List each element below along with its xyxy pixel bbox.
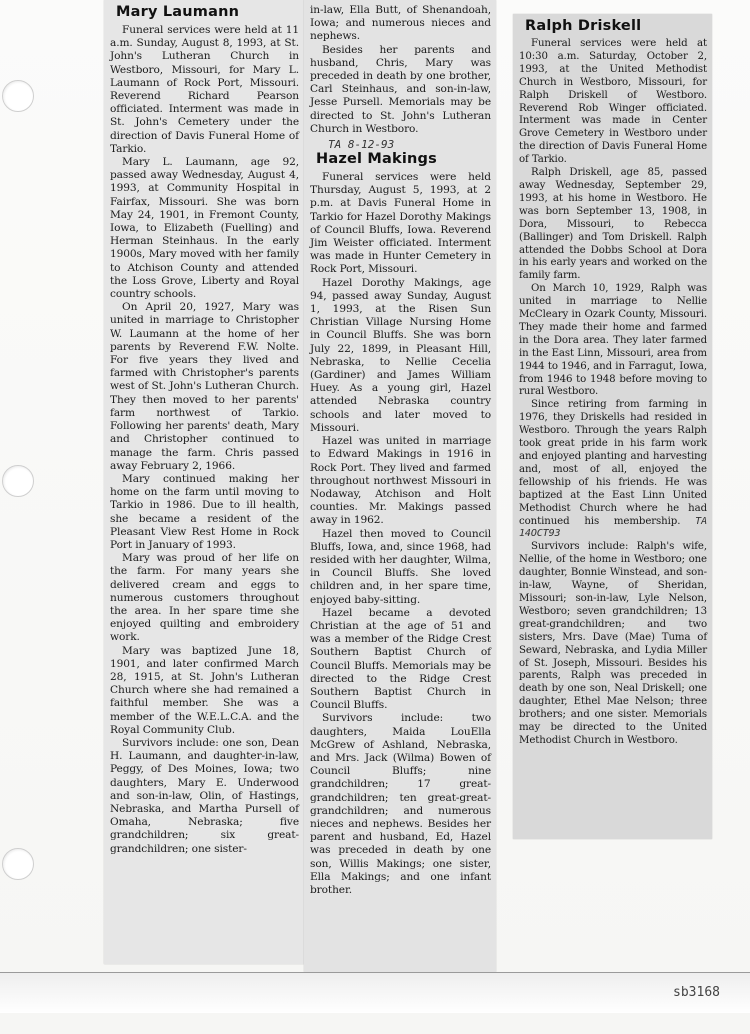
obituary-paragraph: Funeral services were held at 11 a.m. Sunday, August 8, 1993, at St. John's Lutheran Church in Westboro, Missouri, for Mary L. Laumann of Rock Port, Missouri. Reverend Richard Pearson officiated. Interment was made in St. John's Cemetery under the direction of Davis Funeral Home of Tarkio.	[110, 24, 299, 155]
obituary-paragraph: Hazel Dorothy Makings, age 94, passed away Sunday, August 1, 1993, at the Risen Sun Christian Village Nursing Home in Council Bluffs. She was born July 22, 1899, in Pleasant Hill, Nebraska, to Nellie Cecelia (Gardiner) and James William Huey. As a young girl, Hazel attended Nebraska country schools and later moved to Missouri.	[310, 276, 491, 434]
page-edge-shadow	[0, 973, 750, 1013]
handwritten-date-note: TA 14OCT93	[519, 515, 708, 540]
obituary-paragraph: On March 10, 1929, Ralph was united in marriage to Nellie McCleary in Ozark County, Missouri. They made their home and farmed in the Dora area. They later farmed in the East Linn, Missouri, area from 1944 to 1946, and in Farragut, Iowa, from 1946 to 1948 before moving to rural Westboro.	[519, 283, 707, 398]
obituary-paragraph: Funeral services were held Thursday, August 5, 1993, at 2 p.m. at Davis Funeral Home in Tarkio for Hazel Dorothy Makings of Council Bluffs, Iowa. Reverend Jim Weister officiated. Interment was made in Hunter Cemetery in Rock Port, Missouri.	[310, 171, 491, 276]
obituary-paragraph: On April 20, 1927, Mary was united in marriage to Christopher W. Laumann at the home of her parents by Reverend F.W. Nolte. For five years they lived and farmed with Christopher's parents west of St. John's Lutheran Church. They then moved to her parents' farm northwest of Tarkio. Following her parents' death, Mary and Christopher continued to manage the farm. Chris passed away February 2, 1966.	[110, 301, 299, 472]
obituary-title: Hazel Makings	[316, 151, 437, 168]
obituary-paragraph: Hazel was united in marriage to Edward Makings in 1916 in Rock Port. They lived and farmed throughout northwest Missouri in Nodaway, Atchison and Holt counties. Mr. Makings passed away in 1962.	[310, 435, 491, 527]
handwritten-reference-number: sb3168	[673, 985, 720, 1000]
obituary-paragraph: Mary was baptized June 18, 1901, and later confirmed March 28, 1915, at St. John's Lutheran Church where she had remained a faithful member. She was a member of the W.E.L.C.A. and the Royal Community Club.	[110, 644, 299, 736]
obituary-paragraph: Ralph Driskell, age 85, passed away Wednesday, September 29, 1993, at his home in Westboro. He was born September 13, 1908, in Dora, Missouri, to Rebecca (Ballinger) and Tom Driskell. Ralph attended the Dobbs School at Dora in his early years and worked on the family farm.	[519, 167, 707, 282]
obituary-clipping-mary-laumann	[104, 0, 304, 964]
punch-hole-middle	[2, 465, 34, 497]
obituary-paragraph-continued: in-law, Ella Butt, of Shenandoah, Iowa; and numerous nieces and nephews.	[310, 4, 491, 43]
obituary-paragraph: Survivors include: Ralph's wife, Nellie, of the home in Westboro; one daughter, Bonnie Winstead, and son-in-law, Wayne, of Sheridan, Missouri; son-in-law, Lyle Nelson, Westboro; seven grandchildren; 13 great-grandchildren; and two sisters, Mrs. Dave (Mae) Tuma of Seward, Nebraska, and Lydia Miller of St. Joseph, Missouri. Besides his parents, Ralph was preceded in death by one son, Neal Driskell; one daughter, Ethel Mae Nelson; three brothers; and one sister. Memorials may be directed to the United Methodist Church in Westboro.	[519, 541, 707, 746]
punch-hole-top	[2, 80, 34, 112]
obituary-paragraph: Mary was proud of her life on the farm. For many years she delivered cream and eggs to numerous customers throughout the area. In her spare time she enjoyed quilting and embroidery work.	[110, 552, 299, 644]
handwritten-date-note: TA 8-12-93	[328, 138, 395, 152]
obituary-paragraph: Hazel became a devoted Christian at the age of 51 and was a member of the Ridge Crest Southern Baptist Church of Council Bluffs. Memorials may be directed to the Ridge Crest Southern Baptist Church in Council Bluffs.	[310, 606, 491, 712]
obituary-paragraph: Besides her parents and husband, Chris, Mary was preceded in death by one brother, Carl Steinhaus, and son-in-law, Jesse Pursell. Memorials may be directed to St. John's Lutheran Church in Westboro.	[310, 43, 491, 135]
obituary-paragraph: Survivors include: one son, Dean H. Laumann, and daughter-in-law, Peggy, of Des Moines, Iowa; two daughters, Mary E. Underwood and son-in-law, Olin, of Hastings, Nebraska, and Martha Pursell of Omaha, Nebraska; five grandchildren; six great-grandchildren; one sister-	[110, 736, 299, 855]
obituary-paragraph	[519, 399, 707, 541]
obituary-paragraph: Funeral services were held at 10:30 a.m. Saturday, October 2, 1993, at the United Methodist Church in Westboro, Missouri, for Ralph Driskell of Westboro. Reverend Rob Winger officiated. Interment was made in Center Grove Cemetery in Westboro under the direction of Davis Funeral Home of Tarkio.	[519, 38, 707, 166]
obituary-paragraph-text: Since retiring from farming in 1976, they Driskells had resided in Westboro. Through the years Ralph took great pride in his farm work and enjoyed planting and harvesting and, most of all, enjoyed the fellowship of his friends. He was baptized at the East Linn United Methodist Church where he had continued his membership.	[519, 399, 707, 527]
obituary-paragraph: Mary continued making her home on the farm until moving to Tarkio in 1986. Due to ill health, she became a resident of the Pleasant View Rest Home in Rock Port in January of 1993.	[110, 472, 299, 551]
obituary-title: Mary Laumann	[116, 4, 240, 20]
obituary-clipping-ralph-driskell	[513, 14, 712, 839]
punch-hole-bottom	[2, 848, 34, 880]
obituary-paragraph: Mary L. Laumann, age 92, passed away Wednesday, August 4, 1993, at Community Hospital in Fairfax, Missouri. She was born May 24, 1901, in Fremont County, Iowa, to Elizabeth (Fuelling) and Herman Steinhaus. In the early 1900s, Mary moved with her family to Atchison County and attended the Loss Grove, Liberty and Royal country schools.	[110, 156, 299, 301]
obituary-clipping-hazel-makings	[304, 0, 496, 972]
obituary-paragraph: Hazel then moved to Council Bluffs, Iowa, and, since 1968, had resided with her daughter, Wilma, in Council Bluffs. She loved children and, in her spare time, enjoyed baby-sitting.	[310, 527, 491, 606]
obituary-paragraph: Survivors include: two daughters, Maida LouElla McGrew of Ashland, Nebraska, and Mrs. Jack (Wilma) Bowen of Council Bluffs; nine grandchildren; 17 great-grandchildren; ten great-great-grandchildren; and numerous nieces and nephews. Besides her parent and husband, Ed, Hazel was preceded in death by one son, Willis Makings; one sister, Ella Makings; and one infant brother.	[310, 712, 491, 896]
obituary-title: Ralph Driskell	[525, 18, 642, 34]
